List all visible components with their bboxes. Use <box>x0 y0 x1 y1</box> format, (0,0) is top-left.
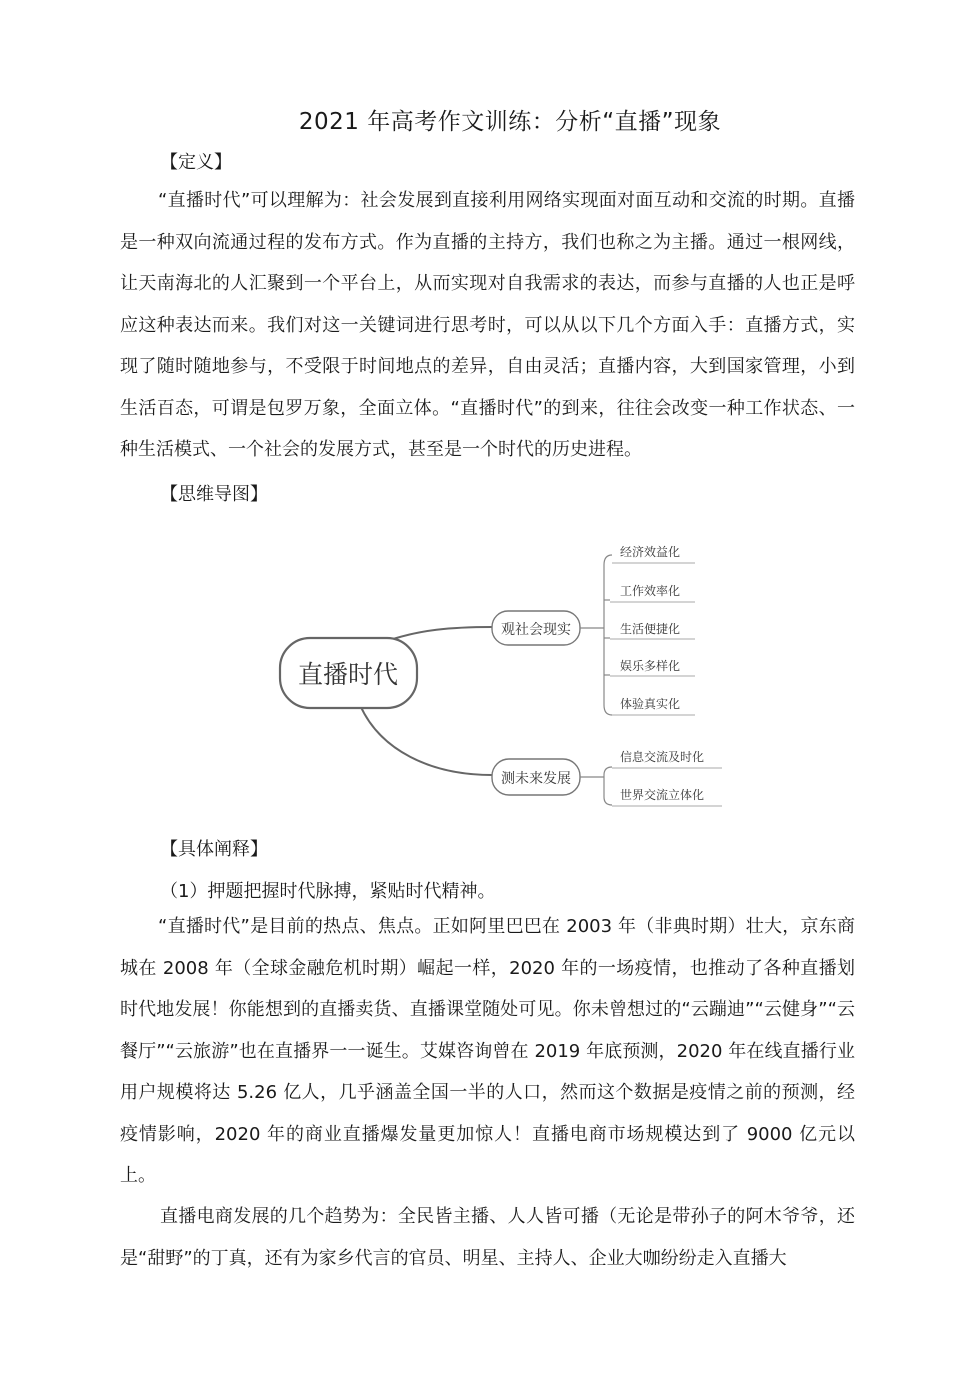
mindmap-branch1-leaves <box>610 544 695 715</box>
mind-map-diagram <box>270 535 730 815</box>
mindmap-heading: 【思维导图】 <box>160 484 268 505</box>
leaf-1-1: 经济效益化 <box>620 545 681 559</box>
leaf-2-2: 世界交流立体化 <box>620 788 705 802</box>
mindmap-branch2-node <box>492 759 580 795</box>
point-1: （1）押题把握时代脉搏，紧贴时代精神。 <box>160 881 496 902</box>
leaf-1-2: 工作效率化 <box>620 584 681 598</box>
mindmap-branch2-label: 测未来发展 <box>501 771 571 787</box>
paragraph-1: “直播时代”是目前的热点、焦点。正如阿里巴巴在 2003 年（非典时期）壮大，京东商城在 2008 年（全球金融危机时期）崛起一样，2020 年的一场疫情，也推动了各种直播划时代地发展！你能想到的直播卖货、直播课堂随处可见。你未曾想过的“云蹦迪”“云健身”“云餐厅”“云旅游”也在直播界一一诞生。艾媒咨询曾在 2019 年底预测，2020 年在线直播行业用户规模将达 5.26 亿人，几乎涵盖全国一半的人口，然而这个数据是疫情之前的预测，经疫情影响，2020 年的商业直播爆发量更加惊人！直播电商市场规模达到了 9000 亿元以上。 <box>120 916 855 1186</box>
mindmap-branch1-node <box>492 611 580 645</box>
document-title <box>0 103 972 136</box>
connector-root-branch2 <box>360 705 492 775</box>
connector-root-branch1 <box>390 627 492 640</box>
mindmap-branch2-leaves <box>612 749 722 806</box>
definition-heading: 【定义】 <box>160 152 232 173</box>
title-text: 2021 年高考作文训练：分析“直播”现象 <box>298 109 722 135</box>
mindmap-branch1-label: 观社会现实 <box>501 622 571 638</box>
leaf-1-4: 娱乐多样化 <box>620 659 681 673</box>
leaf-2-1: 信息交流及时化 <box>620 750 705 764</box>
paragraph-2: 直播电商发展的几个趋势为：全民皆主播、人人皆可播（无论是带孙子的阿木爷爷，还是“甜野”的丁真，还有为家乡代言的官员、明星、主持人、企业大咖纷纷走入直播大 <box>120 1206 855 1269</box>
mindmap-root-label: 直播时代 <box>297 660 399 689</box>
mindmap-root-node <box>280 638 417 708</box>
leaf-1-3: 生活便捷化 <box>620 622 681 636</box>
definition-paragraph: “直播时代”可以理解为：社会发展到直接利用网络实现面对面互动和交流的时期。直播是一种双向流通过程的发布方式。作为直播的主持方，我们也称之为主播。通过一根网线，让天南海北的人汇聚到一个平台上，从而实现对自我需求的表达，而参与直播的人也正是呼应这种表达而来。我们对这一关键词进行思考时，可以从以下几个方面入手：直播方式，实现了随时随地参与，不受限于时间地点的差异，自由灵活；直播内容，大到国家管理，小到生活百态，可谓是包罗万象，全面立体。“直播时代”的到来，往往会改变一种工作状态、一种生活模式、一个社会的发展方式，甚至是一个时代的历史进程。 <box>120 190 855 460</box>
leaf-1-5: 体验真实化 <box>620 697 681 711</box>
explain-heading: 【具体阐释】 <box>160 839 268 860</box>
